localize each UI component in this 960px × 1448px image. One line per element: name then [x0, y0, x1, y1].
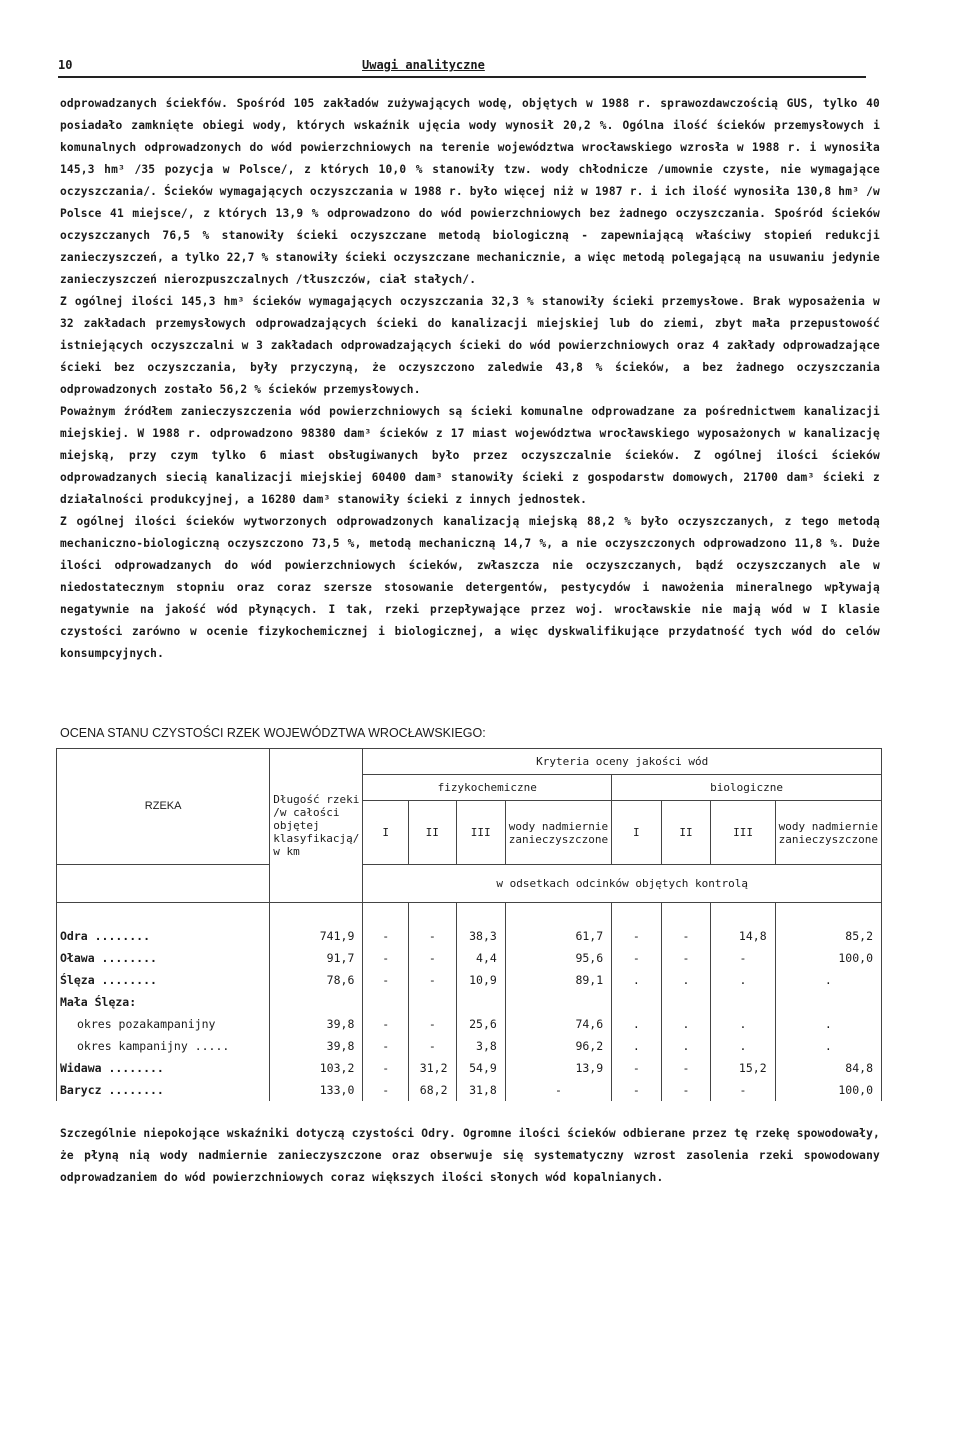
table-cell: 14,8 — [711, 925, 775, 947]
table-row — [57, 925, 882, 947]
table-cell: - — [363, 947, 409, 969]
table-row — [57, 947, 882, 969]
table-cell: - — [409, 1035, 456, 1057]
table-cell: - — [409, 947, 456, 969]
header-class-1: I — [363, 801, 409, 865]
header-class-2: II — [409, 801, 456, 865]
table-cell: 25,6 — [456, 1013, 505, 1035]
table-cell: 78,6 — [270, 969, 363, 991]
body-text-after — [60, 1123, 880, 1189]
table-cell: 103,2 — [270, 1057, 363, 1079]
table-cell: 741,9 — [270, 925, 363, 947]
table-cell: 39,8 — [270, 1035, 363, 1057]
table-row — [57, 1079, 882, 1101]
header-rzeka: RZEKA — [57, 749, 270, 865]
table-row — [57, 1057, 882, 1079]
header-class-3: III — [711, 801, 775, 865]
table-cell: . — [775, 1013, 881, 1035]
table-cell: . — [612, 1035, 661, 1057]
table-cell: - — [612, 1057, 661, 1079]
table-cell: . — [661, 1035, 711, 1057]
table-cell: 31,8 — [456, 1079, 505, 1101]
table-cell: 91,7 — [270, 947, 363, 969]
header-class-3: III — [456, 801, 505, 865]
table-cell: 61,7 — [505, 925, 611, 947]
table-cell: - — [612, 925, 661, 947]
table-cell: 133,0 — [270, 1079, 363, 1101]
table-cell: . — [775, 1035, 881, 1057]
river-name: Mała Ślęza: — [57, 991, 270, 1013]
table-cell — [505, 991, 611, 1013]
table-cell — [711, 991, 775, 1013]
river-name: Ślęza ........ — [57, 969, 270, 991]
table-cell — [456, 991, 505, 1013]
river-name: Barycz ........ — [57, 1079, 270, 1101]
table-cell: 39,8 — [270, 1013, 363, 1035]
paragraph: odprowadzanych ściekfów. Spośród 105 zakładów zużywających wodę, objętych w 1988 r. sprawozdawczością GUS, tylko 40 posiadało zamknięte obiegi wody, których wskaźnik ujęcia wody wynosił 20,2 %. Ogólna ilość ścieków przemysłowych i komunalnych odprowadzonych do wód powierzchniowych na terenie województwa wrocławskiego wzrosła w 1988 r. i wynosiła 145,3 hm³ /35 pozycja w Polsce/, z których 10,0 % stanowiły tzw. wody chłodnicze /umownie czyste, nie wymagające oczyszczania/. Ścieków wymagających oczyszczania w 1988 r. było więcej niż w 1987 r. i ich ilość wynosiła 130,8 hm³ /w Polsce 41 miejsce/, z których 13,9 % odprowadzono do wód powierzchniowych bez żadnego oczyszczania. Spośród ścieków oczyszczanych 76,5 % stanowiły ścieki oczyszczane metodą biologiczną - zapewniającą właściwy stopień redukcji zanieczyszczeń, a tylko 22,7 % stanowiły ścieki oczyszczane mechanicznie, a więc metodą polegającą na usuwaniu jedynie zanieczyszczeń nierozpuszczalnych /tłuszczów, ciał stałych/. — [60, 97, 880, 286]
header-kryteria: Kryteria oceny jakości wód — [363, 749, 882, 775]
header-odsetki: w odsetkach odcinków objętych kontrolą — [363, 865, 882, 903]
table-cell — [363, 991, 409, 1013]
table-cell — [775, 991, 881, 1013]
table-caption: OCENA STANU CZYSTOŚCI RZEK WOJEWÓDZTWA WROCŁAWSKIEGO: — [60, 726, 486, 740]
table-cell: 74,6 — [505, 1013, 611, 1035]
table-cell: - — [505, 1079, 611, 1101]
river-name: Odra ........ — [57, 925, 270, 947]
table-cell: - — [363, 925, 409, 947]
header-class-1: I — [612, 801, 661, 865]
river-name: okres pozakampanijny — [57, 1013, 270, 1035]
table-cell: - — [363, 1057, 409, 1079]
table-cell: 13,9 — [505, 1057, 611, 1079]
river-quality-table — [56, 748, 882, 1101]
page-title: Uwagi analityczne — [362, 58, 485, 72]
table-cell: - — [661, 947, 711, 969]
table-cell: - — [661, 1079, 711, 1101]
paragraph: Poważnym źródłem zanieczyszczenia wód powierzchniowych są ścieki komunalne odprowadzane za pośrednictwem kanalizacji miejskiej. W 1988 r. odprowadzono 98380 dam³ ścieków z 17 miast województwa wrocławskiego wyposażonych w kanalizację miejską, przy czym tylko 6 miast obsługiwanych było przez oczyszczalnie ścieków. Z ogólnej ilości ścieków odprowadzanych siecią kanalizacji miejskiej 60400 dam³ stanowiły ścieki z gospodarstw domowych, 21700 dam³ ścieki z działalności produkcyjnej, a 16280 dam³ stanowiły ścieki z innych jednostek. — [60, 405, 880, 506]
table-cell: 68,2 — [409, 1079, 456, 1101]
paragraph: Z ogólnej ilości ścieków wytworzonych odprowadzonych kanalizacją miejską 88,2 % było oczyszczanych, z tego metodą mechaniczno-biologiczną oczyszczono 73,5 %, metodą mechaniczną 14,7 %, a nie oczyszczonych odprowadzono 11,8 %. Duże ilości odprowadzanych do wód powierzchniowych ścieków, zwłaszcza nie oczyszczanych, bądź oczyszczanych ale w niedostatecznym stopniu oraz coraz szersze stosowanie detergentów, pestycydów i nawożenia mineralnego wpływają negatywnie na jakość wód płynących. I tak, rzeki przepływające przez woj. wrocławskie nie mają wód w I klasie czystości zarówno w ocenie fizykochemicznej i biologicznej, a więc dyskwalifikujące przydatność tych wód do celów konsumpcyjnych. — [60, 515, 880, 660]
table-cell: 54,9 — [456, 1057, 505, 1079]
table-cell: 85,2 — [775, 925, 881, 947]
header-dlugosc: Długość rzeki /w całości objętej klasyfikacją/ w km — [270, 749, 363, 903]
body-text-before — [60, 93, 880, 665]
table-cell: 84,8 — [775, 1057, 881, 1079]
header-class-2: II — [661, 801, 711, 865]
table-row — [57, 1013, 882, 1035]
table-row — [57, 1035, 882, 1057]
table-row — [57, 991, 882, 1013]
table-cell: 4,4 — [456, 947, 505, 969]
table-cell: . — [661, 969, 711, 991]
table-cell: . — [612, 969, 661, 991]
table-cell — [409, 991, 456, 1013]
paragraph: Z ogólnej ilości 145,3 hm³ ścieków wymagających oczyszczania 32,3 % stanowiły ścieki przemysłowe. Brak wyposażenia w 32 zakładach przemysłowych odprowadzających ścieki do kanalizacji miejskiej lub do ziemi, zbyt mała przepustowość istniejących oczyszczalni w 3 zakładach odprowadzających ścieki do wód powierzchniowych oraz 4 zakłady odprowadzające ścieki bez oczyszczania, były przyczyną, że oczyszczono zaledwie 43,8 % ścieków, a bez żadnego oczyszczania odprowadzonych zostało 56,2 % ścieków przemysłowych. — [60, 295, 880, 396]
table-cell: . — [661, 1013, 711, 1035]
table-cell: 100,0 — [775, 1079, 881, 1101]
table-cell: 89,1 — [505, 969, 611, 991]
table-cell: - — [363, 1079, 409, 1101]
table-cell: . — [775, 969, 881, 991]
paragraph: Szczególnie niepokojące wskaźniki dotyczą czystości Odry. Ogromne ilości ścieków odbierane przez tę rzekę spowodowały, że płyną nią wody nadmiernie zanieczyszczone oraz obserwuje się systematyczny wzrost zasolenia rzeki spowodowany odprowadzaniem do wód powierzchniowych coraz większych ilości słonych wód kopalnianych. — [60, 1127, 880, 1184]
table-cell: 31,2 — [409, 1057, 456, 1079]
table-cell: . — [711, 1035, 775, 1057]
table-cell: . — [711, 969, 775, 991]
table-cell: 10,9 — [456, 969, 505, 991]
table-cell: 96,2 — [505, 1035, 611, 1057]
table-cell — [270, 991, 363, 1013]
table-cell: - — [409, 969, 456, 991]
page-header — [58, 58, 866, 78]
river-name: okres kampanijny ..... — [57, 1035, 270, 1057]
table-cell: 15,2 — [711, 1057, 775, 1079]
river-name: Widawa ........ — [57, 1057, 270, 1079]
page-number: 10 — [58, 58, 73, 72]
table-cell: - — [612, 947, 661, 969]
table-cell: - — [363, 1035, 409, 1057]
table-cell: . — [711, 1013, 775, 1035]
table-cell: - — [363, 969, 409, 991]
table-cell: - — [409, 1013, 456, 1035]
header-nadmiernie: wody nadmiernie zanieczyszczone — [505, 801, 611, 865]
table-cell: - — [711, 1079, 775, 1101]
table-cell: 95,6 — [505, 947, 611, 969]
table-cell — [612, 991, 661, 1013]
header-biologiczne: biologiczne — [612, 775, 882, 801]
table-cell: - — [612, 1079, 661, 1101]
table-cell: 100,0 — [775, 947, 881, 969]
table-cell: - — [363, 1013, 409, 1035]
table-cell — [661, 991, 711, 1013]
table-cell: . — [612, 1013, 661, 1035]
table-cell: - — [711, 947, 775, 969]
table-cell: 38,3 — [456, 925, 505, 947]
table-cell: - — [661, 1057, 711, 1079]
river-name: Oława ........ — [57, 947, 270, 969]
header-nadmiernie: wody nadmiernie zanieczyszczone — [775, 801, 881, 865]
table-cell: 3,8 — [456, 1035, 505, 1057]
table-cell: - — [409, 925, 456, 947]
header-fizykochemiczne: fizykochemiczne — [363, 775, 612, 801]
table-cell: - — [661, 925, 711, 947]
table-row — [57, 969, 882, 991]
